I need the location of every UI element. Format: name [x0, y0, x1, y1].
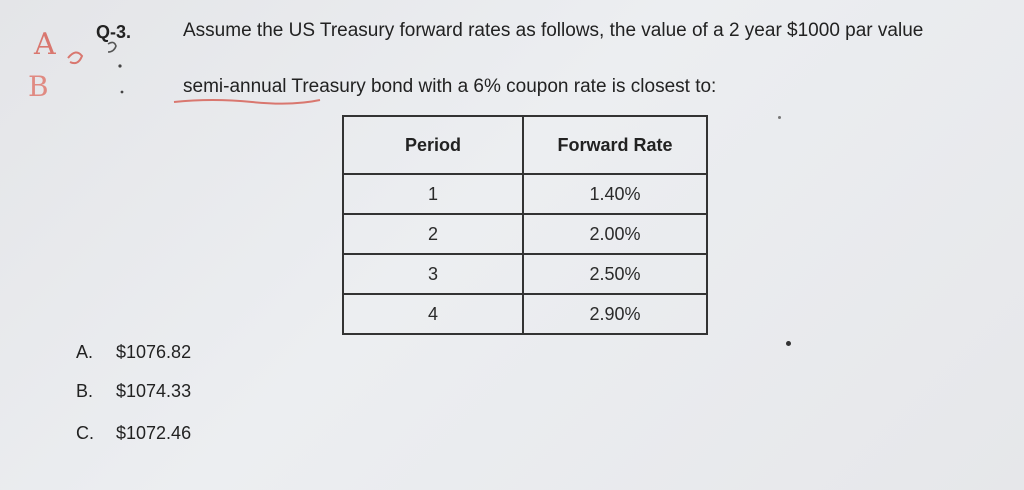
option-letter: B.: [76, 381, 94, 401]
option-letter: A.: [76, 342, 94, 362]
option-value: $1074.33: [116, 381, 192, 401]
cell-period: 2: [343, 214, 523, 254]
header-forward-rate: Forward Rate: [523, 116, 707, 174]
table-row: [343, 214, 707, 254]
question-text-line-2: semi-annual Treasury bond with a 6% coupon rate is closest to:: [183, 76, 717, 97]
option-value: $1072.46: [116, 423, 192, 443]
cell-forward-rate: 2.50%: [523, 254, 707, 294]
handwritten-underline: [172, 94, 322, 108]
cell-forward-rate: 1.40%: [523, 174, 707, 214]
paper-speck: [786, 341, 791, 346]
cell-period: 3: [343, 254, 523, 294]
cell-period: 1: [343, 174, 523, 214]
table-row: [343, 254, 707, 294]
handwritten-letter-a: A: [34, 27, 56, 62]
question-text-line-1: Assume the US Treasury forward rates as follows, the value of a 2 year $1000 par value: [183, 20, 924, 41]
handwritten-letter-b: B: [28, 70, 49, 103]
forward-rate-table: [342, 115, 708, 335]
cell-forward-rate: 2.90%: [523, 294, 707, 334]
question-number: Q-3.: [96, 22, 132, 42]
pencil-scribble: [108, 42, 116, 52]
answer-option-c[interactable]: [76, 423, 191, 444]
handwritten-annotations: [0, 0, 160, 120]
handwritten-scribble: [68, 52, 82, 63]
table-header-row: [343, 116, 707, 174]
cell-forward-rate: 2.00%: [523, 214, 707, 254]
table-row: [343, 174, 707, 214]
paper-speck: [778, 116, 781, 119]
header-period: Period: [343, 116, 523, 174]
answer-option-a[interactable]: [76, 342, 191, 363]
answer-option-b[interactable]: [76, 381, 191, 402]
cell-period: 4: [343, 294, 523, 334]
table-row: [343, 294, 707, 334]
option-value: $1076.82: [116, 342, 192, 362]
option-letter: C.: [76, 423, 94, 443]
